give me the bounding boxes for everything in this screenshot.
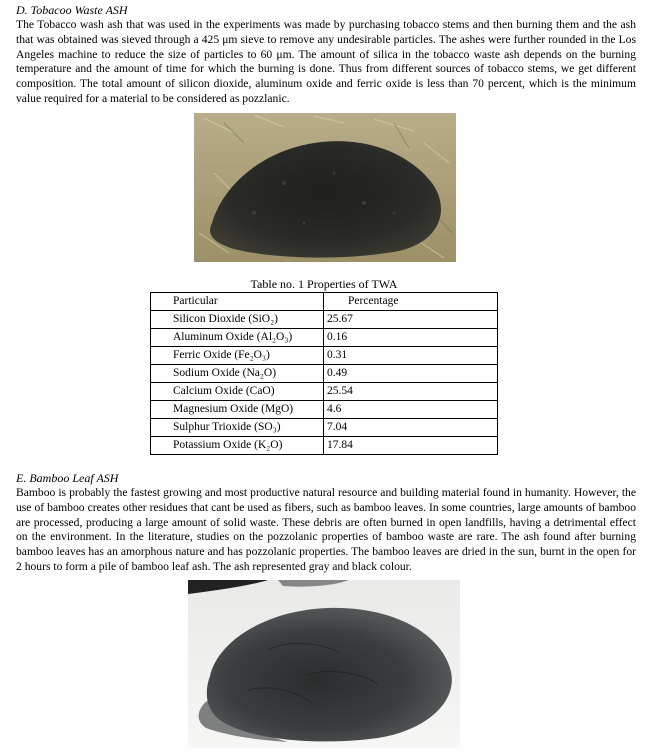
section-d-paragraph: The Tobacco wash ash that was used in the experiments was made by purchasing tobacco stems and then burning them and the ash that was obtained was sieved through a 425 μm sieve to remove any undesirable particles. The ashes were further rounded in the Los Angeles machine to reduce the size of particles to 60 μm. The amount of silica in the tobacco waste ash depends on the burning temperature and the amount of time for which the burning is done. Thus from different sources of tobacco stems, we get different composition. The total amount of silicon dioxide, aluminum oxide and ferric oxide is less than 70 percent, which is the minimum value required for a material to be considered as pozzlanic.: [16, 18, 636, 105]
table-row: [151, 329, 498, 347]
header-percentage: Percentage: [324, 293, 498, 311]
table-row: [151, 419, 498, 437]
particular-cell: Sulphur Trioxide (SO₃): [151, 419, 324, 437]
percentage-cell: 7.04: [324, 419, 498, 437]
table-row: [151, 347, 498, 365]
table-row: [151, 401, 498, 419]
particular-cell: Ferric Oxide (Fe₂O₃): [151, 347, 324, 365]
percentage-cell: 4.6: [324, 401, 498, 419]
header-particular: Particular: [151, 293, 324, 311]
table-caption: Table no. 1 Properties of TWA: [250, 277, 398, 291]
table-row: [151, 383, 498, 401]
table-row: [151, 365, 498, 383]
section-d-heading: D. Tobacoo Waste ASH: [16, 3, 128, 17]
table-row: [151, 311, 498, 329]
percentage-cell: 0.31: [324, 347, 498, 365]
particular-cell: Potassium Oxide (K₂O): [151, 437, 324, 455]
tobacco-ash-photo: [194, 113, 456, 262]
particular-cell: Magnesium Oxide (MgO): [151, 401, 324, 419]
table-header-row: [151, 293, 498, 311]
percentage-cell: 17.84: [324, 437, 498, 455]
particular-cell: Sodium Oxide (Na₂O): [151, 365, 324, 383]
particular-cell: Aluminum Oxide (Al₂O₃): [151, 329, 324, 347]
section-e-heading: E. Bamboo Leaf ASH: [16, 471, 119, 485]
percentage-cell: 0.16: [324, 329, 498, 347]
percentage-cell: 25.54: [324, 383, 498, 401]
section-e-paragraph: Bamboo is probably the fastest growing and most productive natural resource and building material found in humanity. However, the use of bamboo creates other residues that cant be used as fibers, such as bamboo leaves. In some countries, large amounts of bamboo are processed, producing a large amount of solid waste. These debris are often burned in open landfills, having a detrimental effect on the environment. In the literature, studies on the pozzolanic properties of bamboo waste are rare. The ash found after burning bamboo leaves has an amorphous nature and has pozzolanic properties. The bamboo leaves are dried in the sun, burnt in the open for 2 hours to form a pile of bamboo leaf ash. The ash represented gray and black colour.: [16, 486, 636, 573]
particular-cell: Silicon Dioxide (SiO₂): [151, 311, 324, 329]
percentage-cell: 25.67: [324, 311, 498, 329]
properties-table: [150, 292, 498, 455]
table-row: [151, 437, 498, 455]
percentage-cell: 0.49: [324, 365, 498, 383]
particular-cell: Calcium Oxide (CaO): [151, 383, 324, 401]
bamboo-leaf-ash-photo: [188, 580, 460, 748]
